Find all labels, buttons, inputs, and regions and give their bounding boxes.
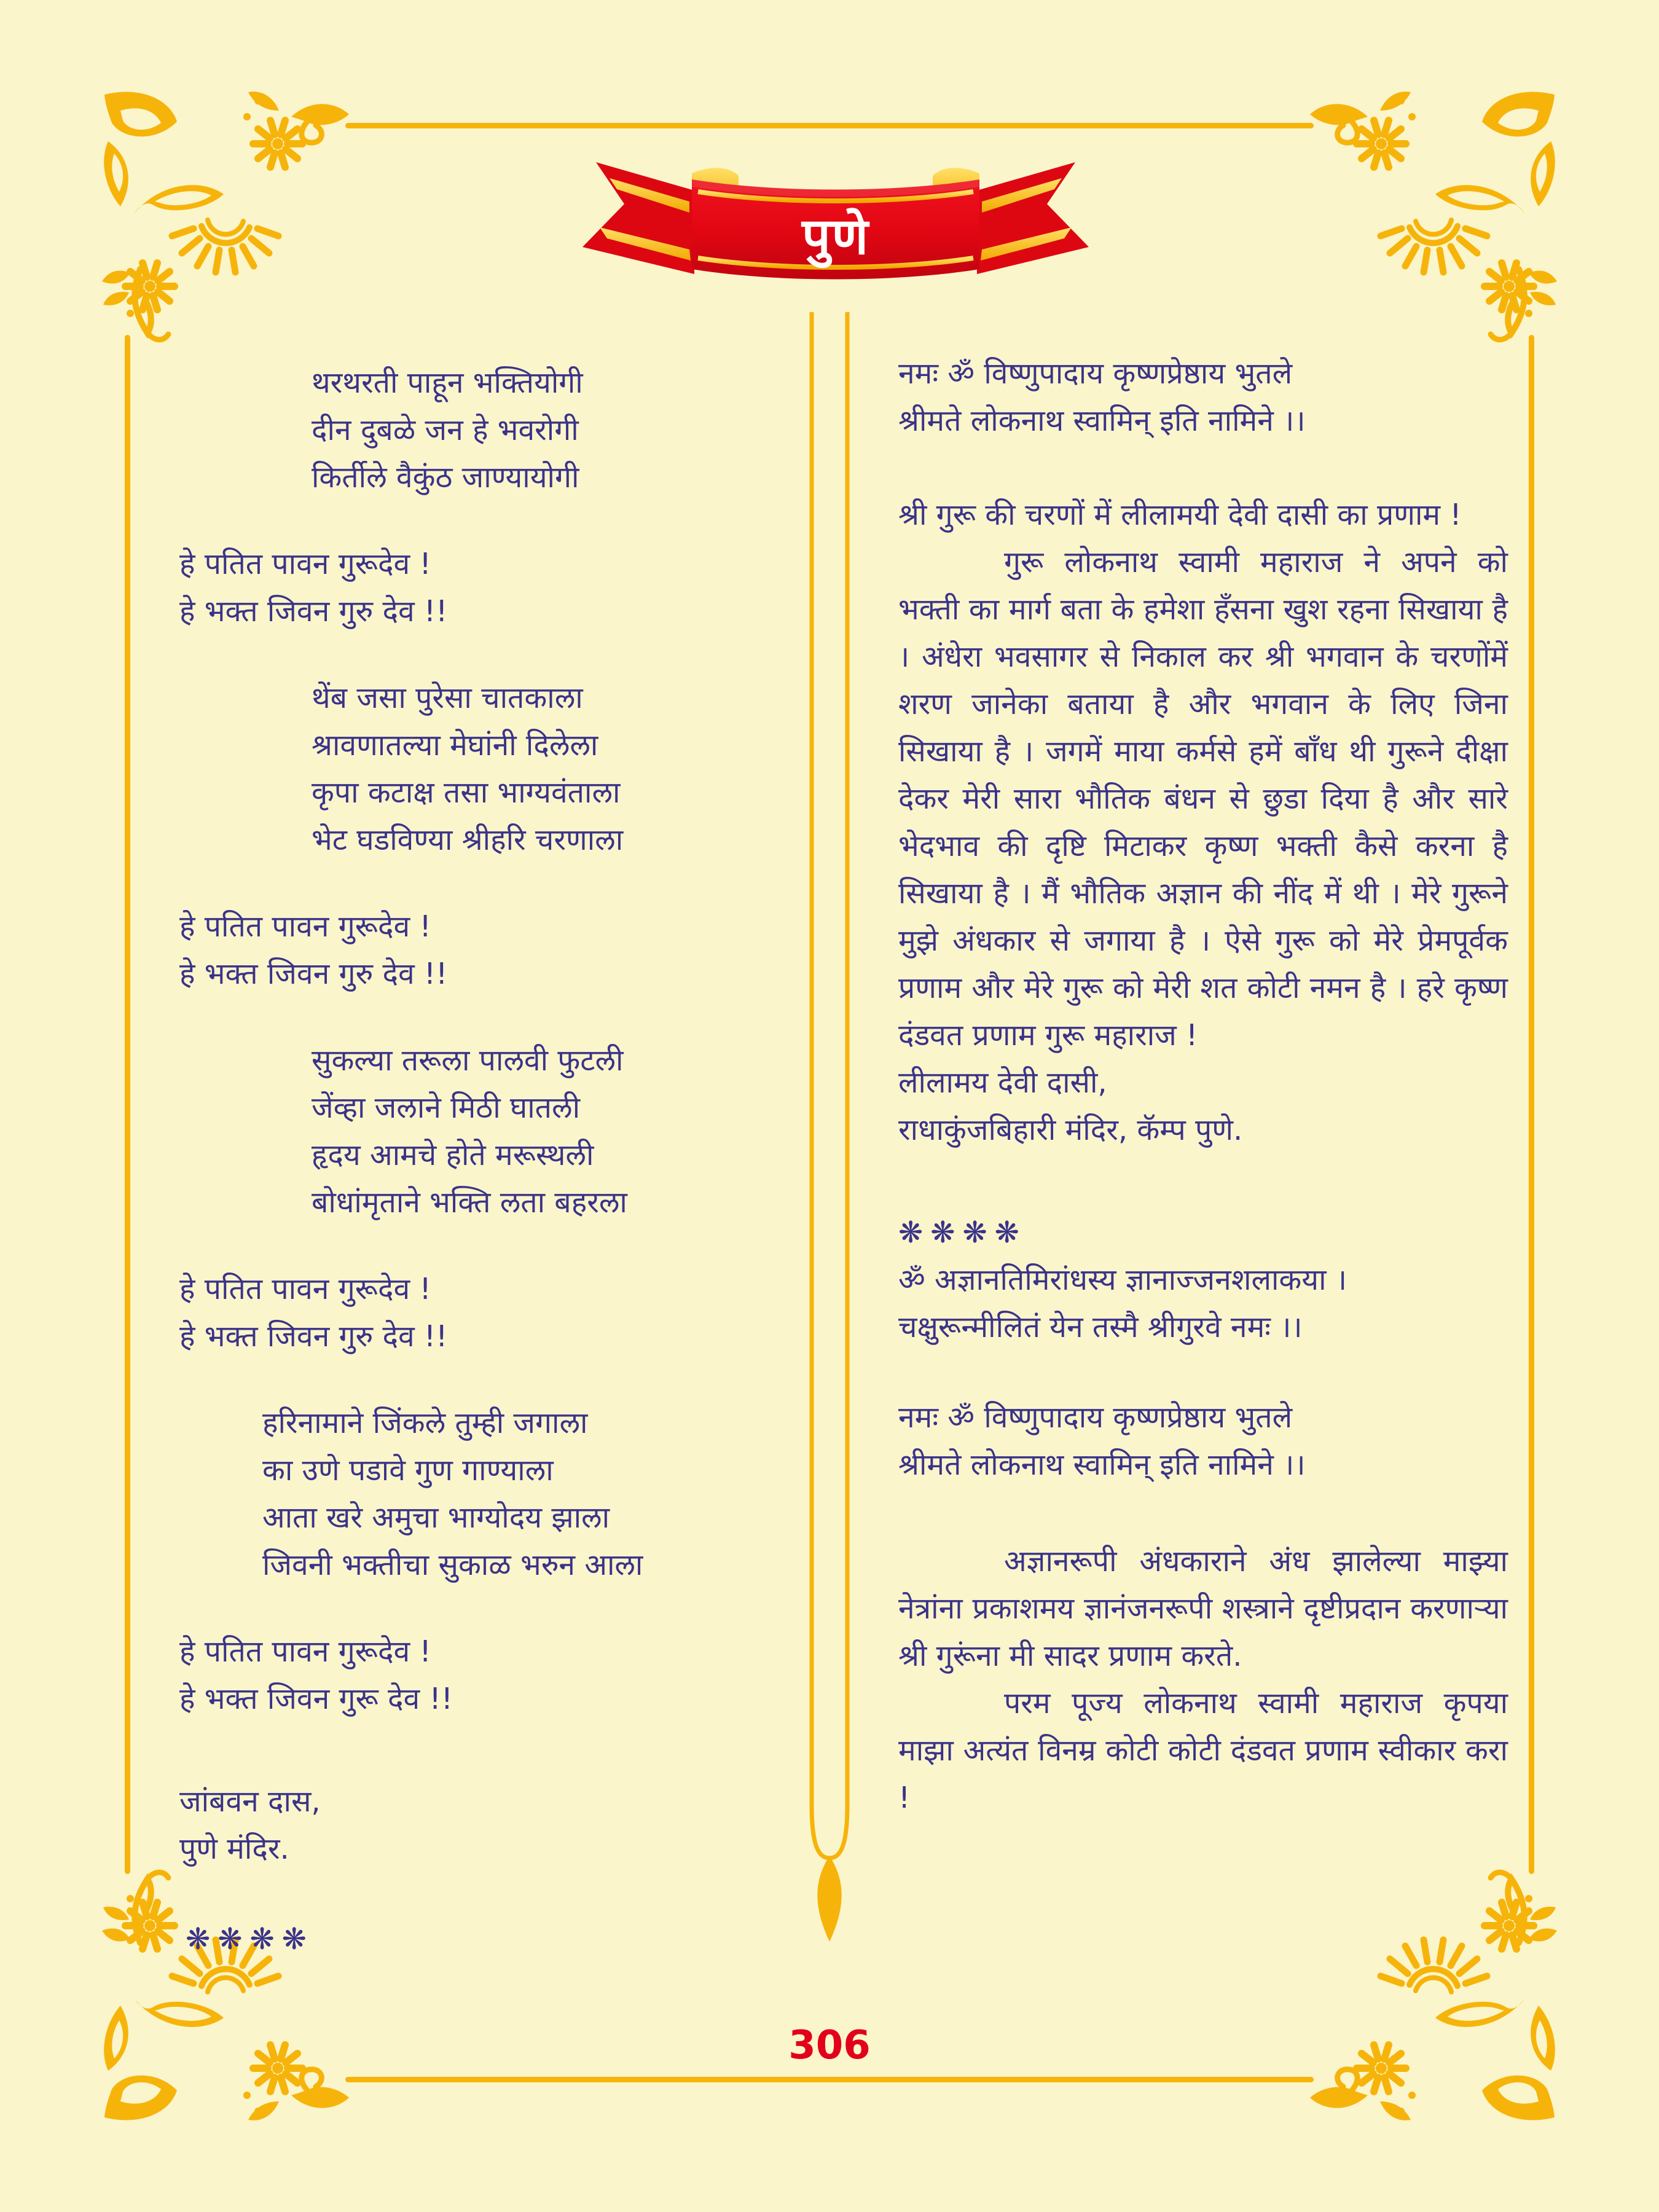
poem-line: सुकल्या तरूला पालवी फुटली <box>312 1043 624 1078</box>
poem-line: हे भक्त जिवन गुरु देव !! <box>179 1319 448 1354</box>
signature-line: लीलामय देवी दासी, <box>898 1065 1107 1100</box>
frame-line-top <box>345 123 1314 128</box>
poem-line: हे पतित पावन गुरूदेव ! <box>179 1634 431 1669</box>
poem-line: हे भक्त जिवन गुरु देव !! <box>179 957 448 991</box>
poem-line: भेट घडविण्या श्रीहरि चरणाला <box>312 823 624 857</box>
poem-line: हे भक्त जिवन गुरु देव !! <box>179 594 448 629</box>
column-divider-icon <box>803 312 856 1947</box>
poem-refrain-1 <box>179 541 788 635</box>
poem-line: हरिनामाने जिंकले तुम्ही जगाला <box>262 1406 588 1440</box>
shloka-line: श्रीमते लोकनाथ स्वामिन् इति नामिने ।। <box>898 404 1306 438</box>
poem-stanza-3 <box>179 1037 788 1226</box>
poem-line: हृदय आमचे होते मरूस्थली <box>312 1138 594 1172</box>
poem-line: का उणे पडावे गुण गाण्याला <box>262 1453 554 1488</box>
signature-line: जांबवन दास, <box>179 1784 321 1819</box>
poem-refrain-2 <box>179 903 788 998</box>
poem-refrain-4 <box>179 1628 788 1723</box>
poem-line: श्रावणातल्या मेघांनी दिलेला <box>312 728 598 763</box>
ribbon-banner <box>571 152 1100 306</box>
salutation: श्री गुरू की चरणों में लीलामयी देवी दासी का प्रणाम ! <box>898 498 1462 532</box>
shloka-line: नमः ॐ विष्णुपादाय कृष्णप्रेष्ठाय भुतले <box>898 356 1293 391</box>
shloka-line: ॐ अज्ञानतिमिरांधस्य ज्ञानाज्जनशलाकया । <box>898 1263 1347 1297</box>
poem-line: हे पतित पावन गुरूदेव ! <box>179 547 431 581</box>
poem-line: हे पतित पावन गुरूदेव ! <box>179 1272 431 1306</box>
poem-line: आता खरे अमुचा भाग्योदय झाला <box>262 1500 610 1535</box>
author-signature <box>179 1778 788 1873</box>
frame-line-left <box>125 335 130 1874</box>
poem-stanza-1 <box>179 359 788 501</box>
poem-line: कृपा कटाक्ष तसा भाग्यवंताला <box>312 775 621 810</box>
floral-corner-top-right-icon <box>1308 85 1566 343</box>
shloka-1 <box>898 350 1508 445</box>
shloka-line: श्रीमते लोकनाथ स्वामिन् इति नामिने ।। <box>898 1448 1306 1482</box>
left-column <box>179 359 788 1963</box>
frame-line-bottom <box>345 2077 1314 2082</box>
floral-corner-bottom-right-icon <box>1308 1869 1566 2127</box>
shloka-2 <box>898 1257 1508 1351</box>
shloka-3 <box>898 1394 1508 1489</box>
poem-refrain-3 <box>179 1266 788 1360</box>
page-number: 306 <box>788 2023 871 2068</box>
poem-stanza-2 <box>179 675 788 864</box>
poem-line: थेंब जसा पुरेसा चातकाला <box>312 681 583 715</box>
signature-line: पुणे मंदिर. <box>179 1832 289 1866</box>
poem-line: बोधांमृताने भक्ति लता बहरला <box>312 1185 627 1220</box>
floral-corner-top-left-icon <box>93 85 351 343</box>
poem-line: किर्तीले वैकुंठ जाण्यायोगी <box>312 460 579 495</box>
shloka-line: नमः ॐ विष्णुपादाय कृष्णप्रेष्ठाय भुतले <box>898 1400 1293 1435</box>
poem-line: जिवनी भक्तीचा सुकाळ भरुन आला <box>262 1548 643 1582</box>
poem-line: हे पतित पावन गुरूदेव ! <box>179 909 431 944</box>
signature-line: राधाकुंजबिहारी मंदिर, कॅम्प पुणे. <box>898 1113 1243 1147</box>
poem-stanza-4 <box>179 1400 788 1589</box>
frame-line-right <box>1529 335 1534 1874</box>
marathi-paragraph-1: अज्ञानरूपी अंधकाराने अंध झालेल्या माझ्या नेत्रांना प्रकाशमय ज्ञानंजनरूपी शस्त्राने दृष्टीप्रदान करणाऱ्या श्री गुरूंना मी सादर प्रणाम करते. <box>898 1544 1508 1673</box>
poem-line: दीन दुबळे जन हे भवरोगी <box>312 413 579 447</box>
banner-title: पुणे <box>802 208 869 266</box>
marathi-paragraph-2: परम पूज्य लोकनाथ स्वामी महाराज कृपया माझा अत्यंत विनम्र कोटी कोटी दंडवत प्रणाम स्वीकार करा ! <box>898 1686 1508 1815</box>
poem-line: हे भक्त जिवन गुरू देव !! <box>179 1682 453 1716</box>
section-separator: ❋❋❋❋ <box>898 1215 1027 1250</box>
author-signature-right <box>898 1059 1508 1154</box>
devotional-paragraph: गुरू लोकनाथ स्वामी महाराज ने अपने को भक्ती का मार्ग बता के हमेशा हँसना खुश रहना सिखाया है । अंधेरा भवसागर से निकाल कर श्री भगवान के चरणोंमें शरण जानेका बताया है और भगवान के लिए जिना सिखाया है । जगमें माया कर्मसे हमें बाँध थी गुरूने दीक्षा देकर मेरी सारा भौतिक बंधन से छुडा दिया है और सारे भेदभाव की दृष्टि मिटाकर कृष्ण भक्ती कैसे करना है सिखाया है । मैं भौतिक अज्ञान की नींद में थी । मेरे गुरूने मुझे अंधकार से जगाया है । ऐसे गुरू को मेरे प्रेमपूर्वक प्रणाम और मेरे गुरू को मेरी शत कोटी नमन है । हरे कृष्ण दंडवत प्रणाम गुरू महाराज ! <box>898 545 1508 1053</box>
section-separator: ❋❋❋❋ <box>186 1922 314 1956</box>
poem-line: जेंव्हा जलाने मिठी घातली <box>312 1091 581 1125</box>
poem-line: थरथरती पाहून भक्तियोगी <box>312 366 583 400</box>
right-column <box>898 350 1508 1822</box>
shloka-line: चक्षुरून्मीलितं येन तस्मै श्रीगुरवे नमः ।। <box>898 1310 1303 1344</box>
